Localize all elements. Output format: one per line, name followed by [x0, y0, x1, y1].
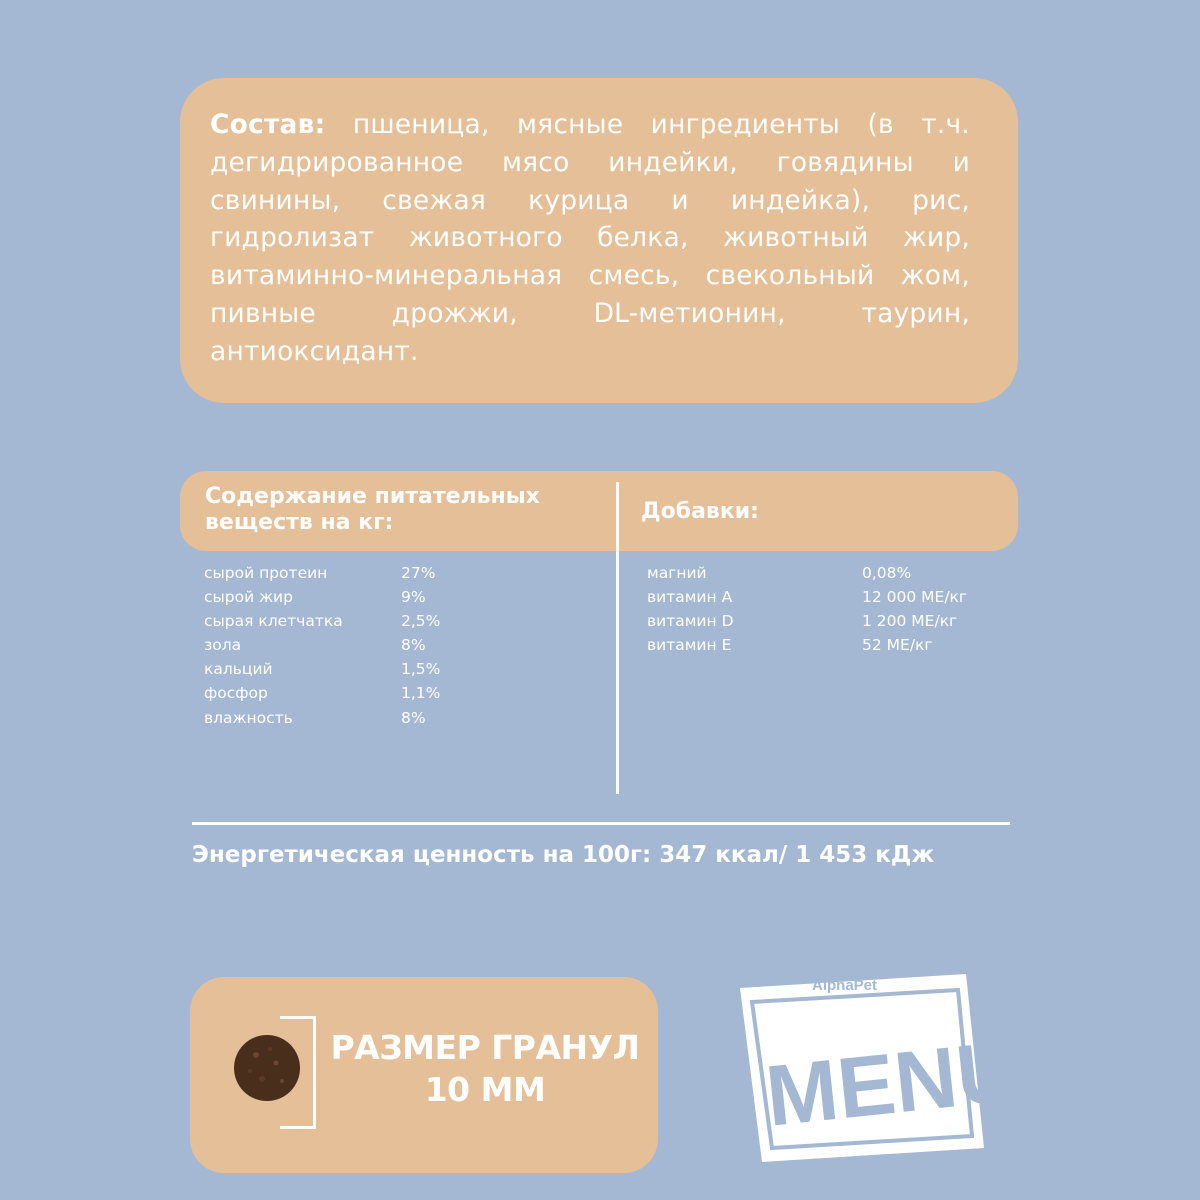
additives-list	[647, 561, 1007, 657]
additive-value: 12 000 МЕ/кг	[862, 588, 968, 607]
additives-heading: Добавки:	[641, 499, 759, 524]
additive-row	[647, 633, 1007, 657]
nutrient-value: 2,5%	[401, 612, 441, 631]
granule-size-title	[330, 1027, 640, 1111]
granule-size-label: РАЗМЕР ГРАНУЛ	[330, 1028, 640, 1067]
nutrients-list	[204, 561, 604, 730]
additive-name: витамин D	[647, 612, 734, 631]
nutrient-value: 8%	[401, 708, 426, 727]
nutrients-heading: Содержание питательных веществ на кг:	[205, 484, 540, 535]
energy-value: Энергетическая ценность на 100г: 347 ккал/ 1 453 кДж	[192, 842, 935, 868]
additive-name: витамин А	[647, 588, 733, 607]
composition-label: Состав:	[210, 109, 326, 140]
composition-ingredients: пшеница, мясные ингредиенты (в т.ч. дегидрированное мясо индейки, говядины и свинины, свежая курица и индейка), рис, гидролизат животного белка, животный жир, витаминно-минеральная смесь, свекольный жом, пивные дрожжи, DL-метионин, таурин, антиоксидант.	[210, 109, 970, 367]
nutrient-name: зола	[204, 636, 242, 655]
logo-menu-text: MENU	[761, 1022, 1024, 1145]
nutrient-name: влажность	[204, 708, 293, 727]
nutrient-row	[204, 681, 604, 705]
granule-size-value: 10 ММ	[424, 1070, 546, 1109]
additive-name: магний	[647, 564, 707, 582]
additive-row	[647, 609, 1007, 633]
additive-row	[647, 561, 1007, 585]
nutrients-header-bar	[180, 471, 1018, 551]
nutrient-name: сырая клетчатка	[204, 612, 343, 631]
nutrient-value: 1,5%	[401, 660, 441, 679]
alphapet-menu-logo	[722, 966, 1024, 1166]
nutrient-row	[204, 633, 604, 657]
additive-value: 52 МЕ/кг	[862, 636, 933, 655]
logo-brand-text: AlphaPet	[812, 977, 878, 994]
nutrient-name: сырой жир	[204, 588, 293, 607]
nutrient-value: 27%	[401, 564, 436, 582]
column-divider	[616, 482, 619, 794]
nutrient-value: 1,1%	[401, 684, 441, 703]
additive-name: витамин Е	[647, 636, 732, 655]
nutrient-row	[204, 561, 604, 585]
nutrient-row	[204, 585, 604, 609]
nutrient-row	[204, 609, 604, 633]
composition-text	[210, 106, 970, 371]
composition-card	[180, 78, 1018, 403]
kibble-icon	[232, 1033, 302, 1103]
nutrient-name: фосфор	[204, 684, 268, 703]
nutrient-value: 8%	[401, 636, 426, 655]
nutrient-name: кальций	[204, 660, 273, 679]
energy-divider	[192, 822, 1010, 825]
nutrient-row	[204, 706, 604, 730]
additive-value: 1 200 МЕ/кг	[862, 612, 958, 631]
nutrient-name: сырой протеин	[204, 564, 328, 582]
additive-row	[647, 585, 1007, 609]
additive-value: 0,08%	[862, 564, 912, 582]
nutrient-value: 9%	[401, 588, 426, 607]
granule-size-card	[190, 977, 658, 1173]
nutrient-row	[204, 657, 604, 681]
